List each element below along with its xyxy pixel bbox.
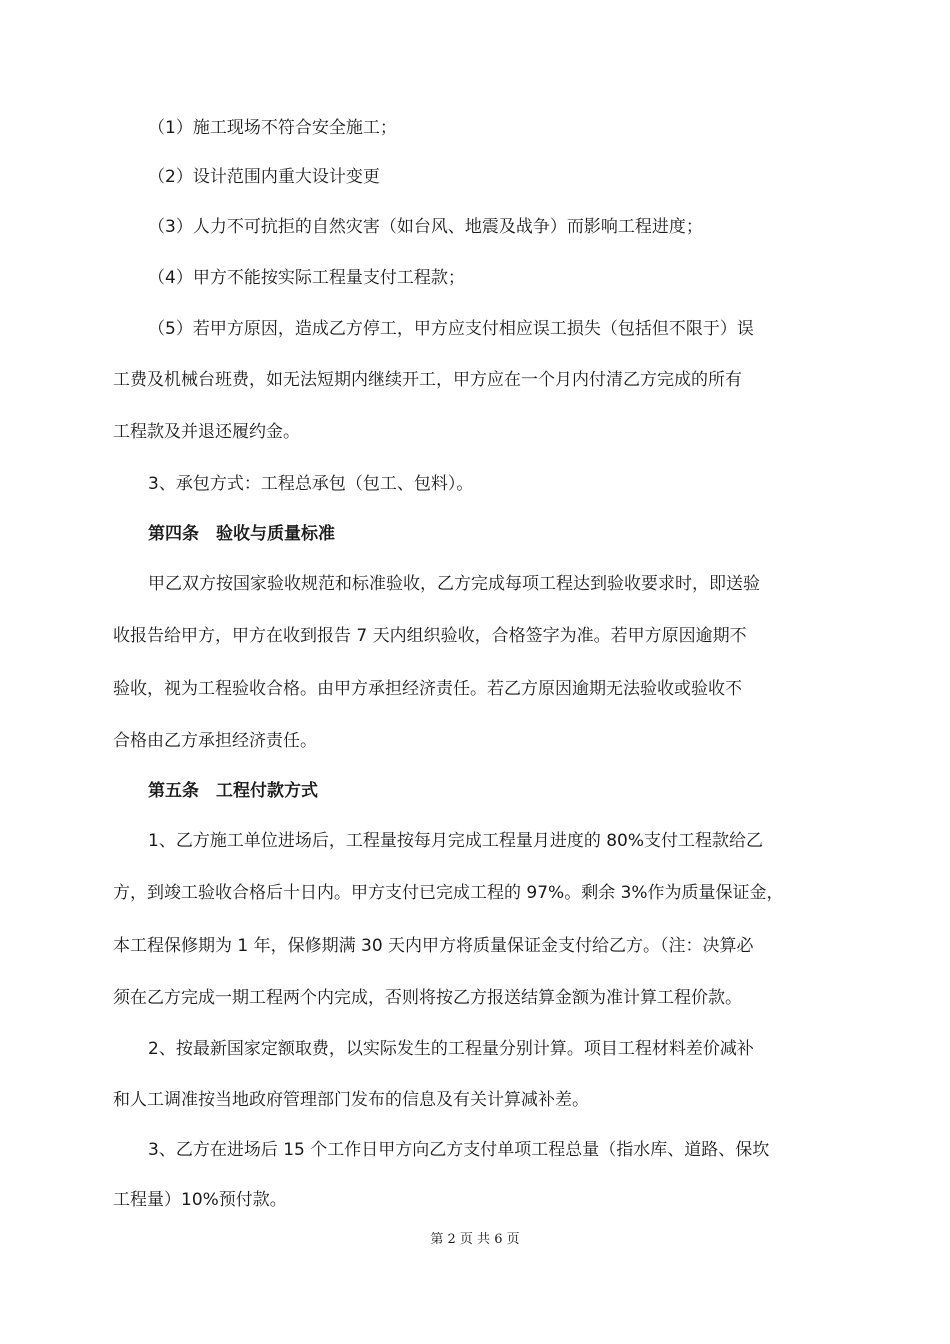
contract-method: 3、承包方式：工程总承包（包工、包料）。 [148,474,474,494]
payment-clause-1-line-4: 须在乙方完成一期工程两个内完成，否则将按乙方报送结算金额为准计算工程价款。 [113,988,742,1008]
payment-clause-3-line-1: 3、乙方在进场后 15 个工作日甲方向乙方支付单项工程总量（指水库、道路、保坎 [148,1140,770,1160]
article-4-line-4: 合格由乙方承担经济责任。 [113,731,317,751]
list-item-5-line-1: （5）若甲方原因，造成乙方停工，甲方应支付相应误工损失（包括但不限于）误 [148,319,754,339]
payment-clause-1-line-3: 本工程保修期为 1 年，保修期满 30 天内甲方将质量保证金支付给乙方。（注：决算必 [113,936,754,956]
payment-clause-2-line-2: 和人工调准按当地政府管理部门发布的信息及有关计算减补差。 [113,1090,589,1110]
article-4-line-1: 甲乙双方按国家验收规范和标准验收，乙方完成每项工程达到验收要求时，即送验 [148,574,760,594]
list-item-1: （1）施工现场不符合安全施工； [148,118,397,138]
section-heading-article-5: 第五条 工程付款方式 [148,781,318,801]
list-item-2: （2）设计范围内重大设计变更 [148,167,380,187]
list-item-5-line-3: 工程款及并退还履约金。 [113,422,300,442]
page-number-footer: 第 2 页 共 6 页 [430,1232,520,1247]
payment-clause-1-line-2: 方，到竣工验收合格后十日内。甲方支付已完成工程的 97%。剩余 3%作为质量保证金， [113,883,784,903]
list-item-4: （4）甲方不能按实际工程量支付工程款； [148,268,465,288]
section-heading-article-4: 第四条 验收与质量标准 [148,524,335,544]
payment-clause-2-line-1: 2、按最新国家定额取费，以实际发生的工程量分别计算。项目工程材料差价减补 [148,1039,754,1059]
article-4-line-2: 收报告给甲方，甲方在收到报告 7 天内组织验收，合格签字为准。若甲方原因逾期不 [113,626,747,646]
payment-clause-1-line-1: 1、乙方施工单位进场后，工程量按每月完成工程量月进度的 80%支付工程款给乙 [148,831,764,851]
list-item-5-line-2: 工费及机械台班费，如无法短期内继续开工，甲方应在一个月内付清乙方完成的所有 [113,370,742,390]
article-4-line-3: 验收，视为工程验收合格。由甲方承担经济责任。若乙方原因逾期无法验收或验收不 [113,679,742,699]
payment-clause-3-line-2: 工程量）10%预付款。 [113,1190,287,1210]
list-item-3: （3）人力不可抗拒的自然灾害（如台风、地震及战争）而影响工程进度； [148,217,703,237]
